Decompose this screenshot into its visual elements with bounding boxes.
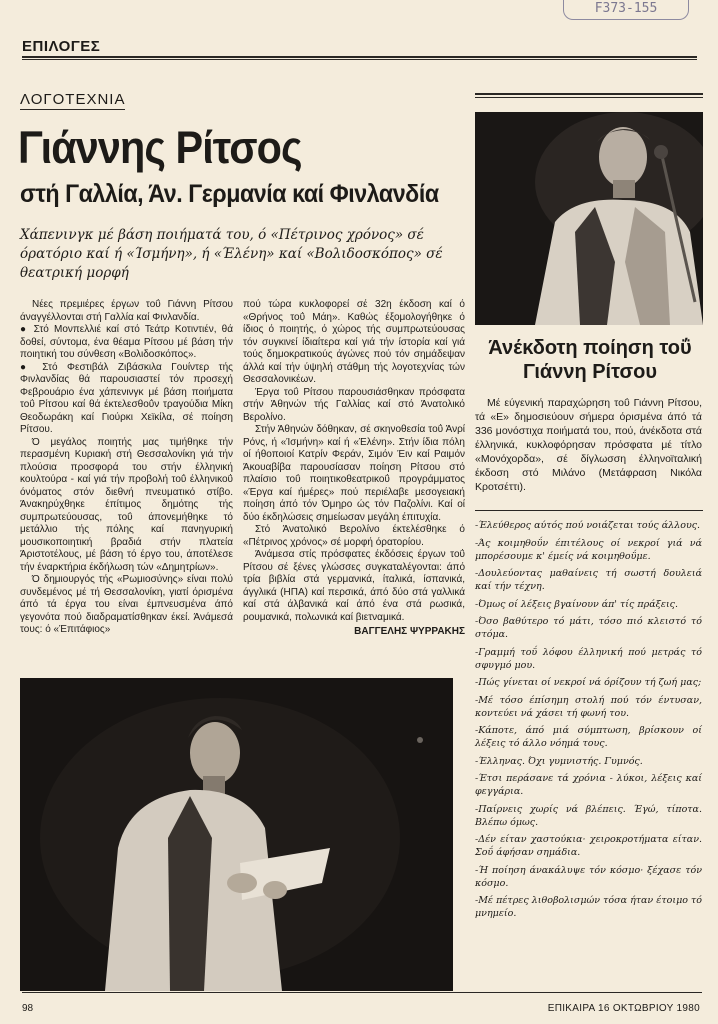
header-rule-thin bbox=[22, 59, 697, 60]
page-number: 98 bbox=[22, 1003, 34, 1014]
article-paragraph: Στό Άνατολικό Βερολίνο έκτελέσθηκε ό «Πέτρινος χρόνος» σέ μορφή όρατορίου. bbox=[243, 524, 465, 548]
article-column-1 bbox=[20, 299, 233, 637]
article-bullet: ● Στό Φεστιβάλ Ζιβάσκιλα Γουίντερ τής Φινλανδίας θά παρουσιαστεί τόν προσεχή Φεβρουάριο ένα χάπενινγκ μέ βάση ποιήματα τοΰ Ρίτσου καί θά έκτελεσθοΰν τραγούδια Μίκη Θεοδωράκη καί Γιούρκι Χεϊκίλα, σέ ποίηση Ρίτσου. bbox=[20, 361, 233, 435]
footer-rule bbox=[22, 992, 702, 993]
poem-line: -Όσο βαθύτερο τό μάτι, τόσο πιό κλειστό τό στόμα. bbox=[475, 616, 702, 640]
poem-line: -Δέν είταν χαστούκια· χειροκροτήματα είταν. Σοΰ άφήσαν σημάδια. bbox=[475, 834, 702, 858]
photo-ritsos-microphone bbox=[475, 112, 703, 325]
category-label: ΛΟΓΟΤΕΧΝΙΑ bbox=[20, 91, 126, 108]
article-bullet: ● Στό Μονπελλιέ καί στό Τεάτρ Κοτιντιέν, θά δοθεί, σύντομα, ένα θέαμα Ρίτσου μέ βάση τήν ποιητική του σύνθεση «Βολιδοσκόπος». bbox=[20, 324, 233, 360]
sidebar-intro: Μέ εύγενική παραχώρηση τοΰ Γιάννη Ρίτσου, τά «Ε» δημοσιεύουν σήμερα όρισμένα άπό τά 336 μονόστιχα ποιήματά του, πού, άνέκδοτα στά έλληνικά, κυκλοφόρησαν πρόσφατα μέ τίτλο «Μονόχορδα», σέ δίγλωσση έλληνοϊταλική έκδοση στό Μιλάνο (Μετάφραση Νικόλα Κροτσέττι). bbox=[475, 397, 702, 493]
headline: Γιάννης Ρίτσος bbox=[18, 122, 302, 173]
photo-ritsos-reading bbox=[20, 678, 453, 991]
publication-date: ΕΠΙΚΑΙΡΑ 16 ΟΚΤΩΒΡΙΟΥ 1980 bbox=[547, 1003, 700, 1014]
archive-reference-stamp: F373-155 bbox=[563, 0, 689, 20]
poem-line: -Γραμμή τοΰ λόφου έλληνική πού μετράς τό σφυγμό μου. bbox=[475, 646, 702, 671]
section-label: ΕΠΙΛΟΓΕΣ bbox=[22, 38, 101, 55]
poem-line: -Όμως οί λέξεις βγαίνουν άπ' τίς πράξεις. bbox=[475, 598, 679, 610]
poem-line: -Ή ποίηση άνακάλυψε τόν κόσμο· ξέχασε τόν κόσμο. bbox=[475, 864, 702, 889]
poem-line: -Άς κοιμηθοΰν έπιτέλους οί νεκροί γιά νά μπορέσουμε κ' έμείς νά κοιμηθοΰμε. bbox=[475, 537, 702, 562]
poem-line: -Έτσι περάσανε τά χρόνια - λύκοι, λέξεις καί φεγγάρια. bbox=[475, 773, 702, 797]
sidebar-title: Άνέκδοτη ποίηση τοΰ Γιάννη Ρίτσου bbox=[488, 337, 692, 383]
article-paragraph: πού τώρα κυκλοφορεί σέ 32η έκδοση καί ό «Θρήνος τοΰ Μάη». Καθώς έξομολογήθηκε ό ίδιος ό ποιητής, ό χώρος τής συμπρωτεύουσας τόν συγκινεί ίδιαίτερα καί γιά τήν ίστορία καί γιά τούς δημοκρατικούς άγώνες πού τόν σημάδεψαν άλλά καί τήν ύψηλή στάθμη τής λογοτεχνίας τών Θεσσαλονικέων. bbox=[243, 299, 465, 385]
lead-paragraph: Χάπενινγκ μέ βάση ποιήματά του, ό «Πέτρινος χρόνος» σέ όρατόριο καί ή «Ίσμήνη», ή «Έλένη» καί «Βολιδοσκόπος» σέ θεατρική μορφή bbox=[20, 227, 443, 281]
article-paragraph: Ό μεγάλος ποιητής μας τιμήθηκε τήν περασμένη Κυριακή στή Θεσσαλονίκη γιά τήν πλούσια προσφορά του στήν έλληνική κουλτούρα - καί γιά τήν προβολή τοΰ έλληνικοΰ όνόματος στόν διεθνή πνευματικό στίβο. Άνακηρύχθηκε έπίτιμος δημότης τής συμπρωτεύουσας, τοΰ άπονεμήθηκε τό μετάλλιο τής πόλης καί πανηγυρική μουσικοποιητική βραδιά στήν πλατεία Άριστοτέλους, μέ βάση τό έργο του, άποτέλεσε τήν έναρκτήρια έκδήλωση τών «Δημητρίων». bbox=[20, 436, 233, 573]
sidebar-rule-thin bbox=[475, 97, 703, 98]
poem-line: -Μέ τόσο έπίσημη στολή πού τόν έντυσαν, κοντεύει νά χάσει τή φωνή του. bbox=[475, 694, 702, 719]
poem-list bbox=[475, 519, 702, 925]
article-paragraph: Έργα τοΰ Ρίτσου παρουσιάσθηκαν πρόσφατα στήν Άθηνών τής Γαλλίας καί στό Άνατολικό Βερολίνο. bbox=[243, 386, 465, 423]
article-paragraph: Νέες πρεμιέρες έργων τοΰ Γιάννη Ρίτσου άναγγέλλονται στή Γαλλία καί Φινλανδία. bbox=[20, 299, 233, 323]
poem-line: -Έλληνας. Όχι γυμνιστής. Γυμνός. bbox=[475, 755, 643, 767]
poem-line: -Έλεύθερος αύτός πού νοιάζεται τούς άλλους. bbox=[475, 520, 701, 531]
sidebar-divider bbox=[475, 510, 703, 511]
article-column-2 bbox=[243, 299, 465, 639]
byline: ΒΑΓΓΕΛΗΣ ΨΥΡΡΑΚΗΣ bbox=[354, 626, 465, 637]
poem-line: -Δουλεύοντας μαθαίνεις τή σωστή δουλειά καί τήν τέχνη. bbox=[475, 568, 702, 592]
poem-line: -Μέ πέτρες λιθοβολισμών τόσα ήταν έτοιμο τό μνημείο. bbox=[475, 895, 702, 919]
poem-line: -Παίρνεις χωρίς νά βλέπεις. Έγώ, τίποτα. Βλέπω όμως. bbox=[475, 803, 702, 828]
subheadline: στή Γαλλία, Άν. Γερμανία καί Φινλανδία bbox=[20, 180, 439, 208]
poem-line: -Κάποτε, άπό μιά σύμπτωση, βρίσκουν οί λέξεις τό άλλο νόημά τους. bbox=[475, 725, 702, 749]
article-paragraph: Στήν Άθηνών δόθηκαν, σέ σκηνοθεσία τοΰ Άνρί Ρόνς, ή «Ίσμήνη» καί ή «Έλένη». Στήν ίδια πόλη οί ήθοποιοί Κατρίν Φεράν, Σιμόν Έιν καί Ραιμόν Άκουαβίβα παρουσίασαν ποίηση Ρίτσου στό πλαίσιο τοΰ ποιητικοθεατρικοΰ προγράμματος «Έργα καί ήμέρες» πού περιέλαβε μεσογειακή ποίηση άπό τόν Όμηρο ώς τόν Παζολίνι. Καί οί δύο έκδηλώσεις σημείωσαν μεγάλη έπιτυχία. bbox=[243, 424, 465, 523]
sidebar-rule bbox=[475, 93, 703, 95]
article-paragraph: Ό δημιουργός τής «Ρωμιοσύνης» είναι πολύ συνδεμένος μέ τή Θεσσαλονίκη, γιατί όρισμένα άπό τά έργα του είναι έμπνευσμένα άπό γεγονότα πού διαδραματίσθηκαν έκεί. Άνάμεσά τους: ό «Έπιτάφιος» bbox=[20, 574, 233, 635]
header-rule bbox=[22, 56, 697, 58]
article-paragraph: Άνάμεσα στίς πρόσφατες έκδόσεις έργων τοΰ Ρίτσου σέ ξένες γλώσσες συγκαταλέγονται: άπό τρία βιβλία στά γερμανικά, ίταλικά, ίσπανικά, άγγλικά (ΗΠΑ) καί περσικά, άπό δύο στά γαλλικά καί στά άλβανικά καί άπό ένα στά ρωσικά, ρουμανικά, πολωνικά καί βιετναμικά. bbox=[243, 549, 465, 623]
poem-line: -Πώς γίνεται οί νεκροί νά όρίζουν τή ζωή μας; bbox=[475, 677, 702, 688]
